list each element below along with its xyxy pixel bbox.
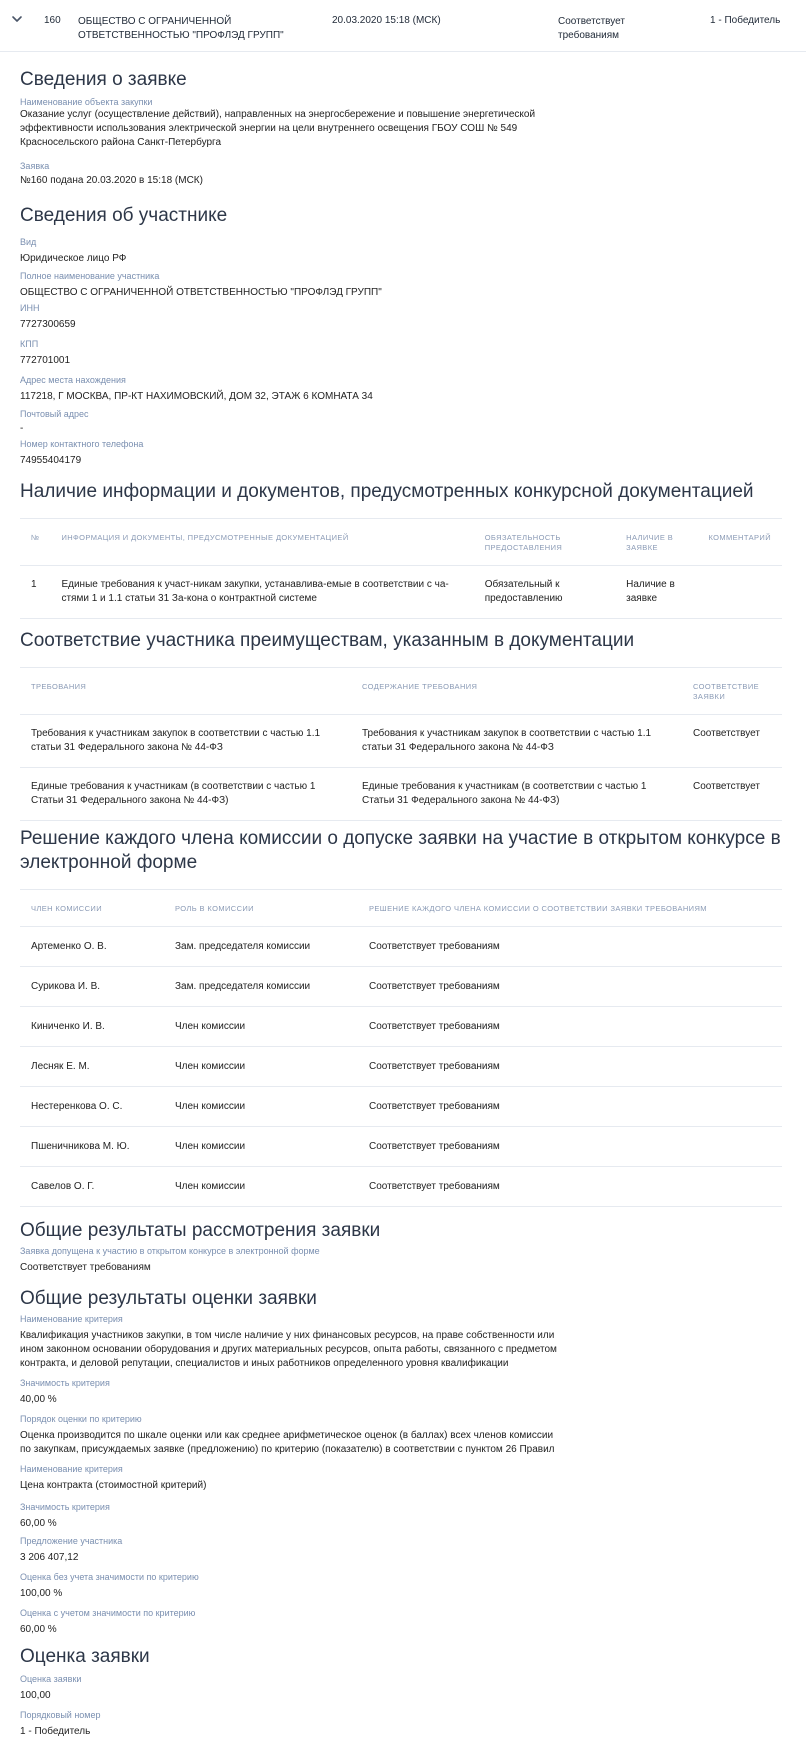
fullname-value: ОБЩЕСТВО С ОГРАНИЧЕННОЙ ОТВЕТСТВЕННОСТЬЮ "ПРОФЛЭД ГРУПП": [20, 287, 382, 298]
cell-comment: [697, 566, 782, 619]
commission-table: [20, 889, 782, 1207]
phone-label: Номер контактного телефона: [20, 439, 144, 449]
table-row: [20, 768, 782, 821]
cell-decision: Соответствует требованиям: [358, 1127, 782, 1167]
final-score-label: Оценка заявки: [20, 1674, 82, 1684]
cell-info: Единые требования к участ-никам закупки, устанавлива-емые в соответствии с ча-стями 1 и 1.1 статьи 31 За-кона о контрактной системе: [50, 566, 473, 619]
cell-requirement: Требования к участникам закупок в соответствии с частью 1.1 статьи 31 Федерального закона № 44-ФЗ: [20, 715, 351, 768]
summary-number: 160: [44, 15, 61, 26]
application-summary-row[interactable]: [0, 0, 806, 52]
crit2-name-label: Наименование критерия: [20, 1464, 123, 1474]
col-header-requirements: ТРЕБОВАНИЯ: [20, 668, 351, 715]
col-header-presence: НАЛИЧИЕ В ЗАЯВКЕ: [615, 519, 697, 566]
cell-member: Нестеренкова О. С.: [20, 1087, 164, 1127]
crit2-weight-value: 60,00 %: [20, 1518, 57, 1529]
table-row: [20, 1087, 782, 1127]
offer-value: 3 206 407,12: [20, 1552, 79, 1563]
col-header-number: №: [20, 519, 50, 566]
cell-member: Артеменко О. В.: [20, 927, 164, 967]
section-title-advantages: Соответствие участника преимуществам, указанным в документации: [20, 630, 635, 651]
table-row: [20, 1127, 782, 1167]
cell-role: Зам. председателя комиссии: [164, 927, 358, 967]
crit1-name-value: Квалификация участников закупки, в том числе наличие у них финансовых ресурсов, на праве собственности или ином законном основании оборудования и других материальных ресурсов, опыта работы, связанного с предметом контракта, и деловой репутации, специалистов и иных работников определенного уровня квалификации: [20, 1330, 557, 1369]
type-value: Юридическое лицо РФ: [20, 253, 127, 264]
cell-decision: Соответствует требованиям: [358, 1087, 782, 1127]
score-weighted-value: 60,00 %: [20, 1624, 57, 1635]
table-row: [20, 1007, 782, 1047]
advantages-header-row: [20, 668, 782, 715]
col-header-decision: РЕШЕНИЕ КАЖДОГО ЧЛЕНА КОМИССИИ О СООТВЕТСТВИИ ЗАЯВКИ ТРЕБОВАНИЯМ: [358, 890, 782, 927]
cell-decision: Соответствует требованиям: [358, 967, 782, 1007]
summary-status: Соответствует требованиям: [558, 16, 625, 41]
object-label: Наименование объекта закупки: [20, 97, 153, 107]
fullname-label: Полное наименование участника: [20, 271, 160, 281]
cell-role: Член комиссии: [164, 1167, 358, 1207]
commission-rows: [20, 927, 782, 1207]
object-value: Оказание услуг (осуществление действий), направленных на энергосбережение и повышение энергетической эффективности использования электрической энергии на цели внутреннего освещения ГБОУ СОШ № 549 Красносельского района Санкт-Петербурга: [20, 109, 536, 148]
table-row: [20, 715, 782, 768]
crit2-weight-label: Значимость критерия: [20, 1502, 110, 1512]
table-row: [20, 1167, 782, 1207]
inn-label: ИНН: [20, 303, 40, 313]
cell-decision: Соответствует требованиям: [358, 927, 782, 967]
cell-content: Единые требования к участникам (в соответствии с частью 1 Статьи 31 Федерального закона № 44-ФЗ): [351, 768, 682, 821]
col-header-role: РОЛЬ В КОМИССИИ: [164, 890, 358, 927]
advantages-table: [20, 667, 782, 821]
section-title-review: Общие результаты рассмотрения заявки: [20, 1220, 381, 1241]
cell-decision: Соответствует требованиям: [358, 1167, 782, 1207]
postal-label: Почтовый адрес: [20, 409, 89, 419]
app-label: Заявка: [20, 161, 50, 171]
col-header-content: СОДЕРЖАНИЕ ТРЕБОВАНИЯ: [351, 668, 682, 715]
phone-value: 74955404179: [20, 455, 82, 466]
table-row: [20, 927, 782, 967]
cell-member: Лесняк Е. М.: [20, 1047, 164, 1087]
offer-label: Предложение участника: [20, 1536, 123, 1546]
cell-decision: Соответствует требованиям: [358, 1047, 782, 1087]
inn-value: 7727300659: [20, 319, 76, 330]
section-title-evaluation: Общие результаты оценки заявки: [20, 1288, 317, 1309]
application-details: [20, 52, 786, 1739]
crit1-weight-value: 40,00 %: [20, 1394, 57, 1405]
score-raw-value: 100,00 %: [20, 1588, 63, 1599]
cell-member: Пшеничникова М. Ю.: [20, 1127, 164, 1167]
type-label: Вид: [20, 237, 37, 247]
col-header-info: ИНФОРМАЦИЯ И ДОКУМЕНТЫ, ПРЕДУСМОТРЕННЫЕ ДОКУМЕНТАЦИЕЙ: [50, 519, 473, 566]
final-rank-value: 1 - Победитель: [20, 1726, 91, 1737]
table-row: [20, 967, 782, 1007]
cell-presence: Наличие в заявке: [615, 566, 697, 619]
cell-role: Член комиссии: [164, 1047, 358, 1087]
kpp-label: КПП: [20, 339, 39, 349]
cell-role: Член комиссии: [164, 1127, 358, 1167]
cell-number: 1: [20, 566, 50, 619]
kpp-value: 772701001: [20, 355, 71, 366]
col-header-comment: КОММЕНТАРИЙ: [697, 519, 782, 566]
cell-requirement: Единые требования к участникам (в соответствии с частью 1 Статьи 31 Федерального закона № 44-ФЗ): [20, 768, 351, 821]
cell-member: Киниченко И. В.: [20, 1007, 164, 1047]
review-value: Соответствует требованиям: [20, 1262, 151, 1273]
crit1-order-label: Порядок оценки по критерию: [20, 1414, 142, 1424]
col-header-obligation: ОБЯЗАТЕЛЬНОСТЬ ПРЕДОСТАВЛЕНИЯ: [474, 519, 615, 566]
documents-table: [20, 518, 782, 619]
section-title-final: Оценка заявки: [20, 1646, 150, 1667]
summary-organization: ОБЩЕСТВО С ОГРАНИЧЕННОЙ ОТВЕТСТВЕННОСТЬЮ "ПРОФЛЭД ГРУПП": [78, 16, 284, 41]
section-title-commission: Решение каждого члена комиссии о допуске заявки на участие в открытом конкурсе в электронной форме: [20, 828, 781, 873]
postal-value: -: [20, 423, 24, 434]
col-header-member: ЧЛЕН КОМИССИИ: [20, 890, 164, 927]
section-title-participant: Сведения об участнике: [20, 205, 228, 226]
cell-member: Савелов О. Г.: [20, 1167, 164, 1207]
score-raw-label: Оценка без учета значимости по критерию: [20, 1572, 199, 1582]
cell-role: Член комиссии: [164, 1007, 358, 1047]
summary-date: 20.03.2020 15:18 (МСК): [332, 15, 441, 26]
cell-decision: Соответствует требованиям: [358, 1007, 782, 1047]
cell-role: Член комиссии: [164, 1087, 358, 1127]
crit1-weight-label: Значимость критерия: [20, 1378, 110, 1388]
documents-header-row: [20, 519, 782, 566]
address-label: Адрес места нахождения: [20, 375, 126, 385]
table-row: [20, 1047, 782, 1087]
review-label: Заявка допущена к участию в открытом конкурсе в электронной форме: [20, 1246, 320, 1256]
crit1-name-label: Наименование критерия: [20, 1314, 123, 1324]
final-score-value: 100,00: [20, 1690, 51, 1701]
cell-content: Требования к участникам закупок в соответствии с частью 1.1 статьи 31 Федерального закона № 44-ФЗ: [351, 715, 682, 768]
final-rank-label: Порядковый номер: [20, 1710, 101, 1720]
section-title-application: Сведения о заявке: [20, 69, 187, 90]
cell-member: Сурикова И. В.: [20, 967, 164, 1007]
cell-compliance: Соответствует: [682, 768, 782, 821]
table-row: [20, 566, 782, 619]
cell-role: Зам. председателя комиссии: [164, 967, 358, 1007]
cell-obligation: Обязательный к предоставлению: [474, 566, 615, 619]
address-value: 117218, Г МОСКВА, ПР-КТ НАХИМОВСКИЙ, ДОМ 32, ЭТАЖ 6 КОМНАТА 34: [20, 391, 373, 402]
commission-header-row: [20, 890, 782, 927]
cell-compliance: Соответствует: [682, 715, 782, 768]
app-value: №160 подана 20.03.2020 в 15:18 (МСК): [20, 175, 203, 186]
col-header-compliance: СООТВЕТСТВИЕ ЗАЯВКИ: [682, 668, 782, 715]
score-weighted-label: Оценка с учетом значимости по критерию: [20, 1608, 196, 1618]
crit2-name-value: Цена контракта (стоимостной критерий): [20, 1480, 207, 1491]
section-title-documents: Наличие информации и документов, предусмотренных конкурсной документацией: [20, 481, 754, 502]
summary-place: 1 - Победитель: [710, 15, 781, 26]
chevron-down-icon[interactable]: [10, 12, 24, 26]
crit1-order-value: Оценка производится по шкале оценки или как среднее арифметическое оценок (в баллах) всех членов комиссии по закупкам, присуждаемых заявке (предложению) по критерию (показателю) в соответствии с пунктом 26 Правил: [20, 1430, 555, 1455]
